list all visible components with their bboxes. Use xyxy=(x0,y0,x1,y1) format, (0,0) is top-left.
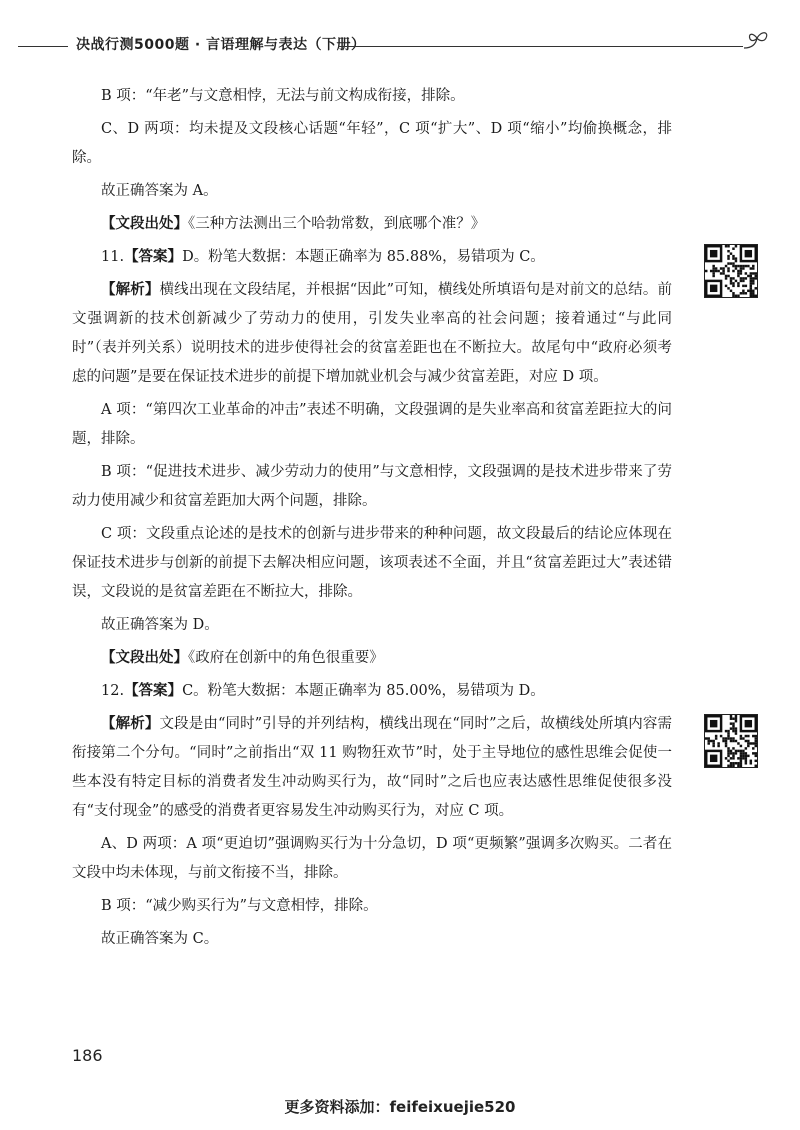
paragraph xyxy=(72,830,672,888)
paragraph-text: B 项：“促进技术进步、减少劳动力的使用”与文意相悖，文段强调的是技术进步带来了劳动力使用减少和贫富差距加大两个问题，排除。 xyxy=(72,464,672,509)
paragraph xyxy=(72,115,672,173)
paragraph xyxy=(72,396,672,454)
paragraph xyxy=(72,710,672,826)
paragraph xyxy=(72,892,672,921)
paragraph-text: 11. xyxy=(101,249,125,265)
footer-note: 更多资料添加：feifeixuejie520 xyxy=(284,1098,516,1116)
bold-label: 【答案】 xyxy=(124,249,183,265)
bold-label: 【文段出处】 xyxy=(101,650,188,666)
header-rule-left xyxy=(18,46,68,47)
paragraph-text: 横线出现在文段结尾，并根据“因此”可知，横线处所填语句是对前文的总结。前文强调新的技术创新减少了劳动力的使用，引发失业率高的社会问题；接着通过“与此同时”（表并列关系）说明技术的进步使得社会的贫富差距也在不断拉大。故尾句中“政府必须考虑的问题”是要在保证技术进步的前提下增加就业机会与减少贫富差距，对应 D 项。 xyxy=(72,282,672,385)
running-header xyxy=(18,30,778,58)
paragraph-text: 12. xyxy=(101,683,125,699)
bold-label: 【文段出处】 xyxy=(101,216,188,232)
book-title: 决战行测5000题 · 言语理解与表达（下册） xyxy=(76,37,366,53)
paragraph-text: C、D 两项：均未提及文段核心话题“年轻”，C 项“扩大”、D 项“缩小”均偷换概念，排除。 xyxy=(72,121,672,166)
answer-explanations xyxy=(72,82,672,958)
qr-code-icon[interactable] xyxy=(704,244,758,298)
paragraph-text: 《三种方法测出三个哈勃常数，到底哪个准？》 xyxy=(188,216,486,232)
paragraph xyxy=(72,243,672,272)
qr-code-icon[interactable] xyxy=(704,714,758,768)
paragraph xyxy=(72,644,672,673)
paragraph-text: 故正确答案为 D。 xyxy=(101,617,219,633)
paragraph-text: A、D 两项：A 项“更迫切”强调购买行为十分急切，D 项“更频繁”强调多次购买。二者在文段中均未体现，与前文衔接不当，排除。 xyxy=(72,836,672,881)
paragraph xyxy=(72,925,672,954)
paragraph-text: 文段是由“同时”引导的并列结构，横线出现在“同时”之后，故横线处所填内容需衔接第二个分句。“同时”之前指出“双 11 购物狂欢节”时，处于主导地位的感性思维会促使一些本没有特定目标的消费者发生冲动购买行为，故“同时”之后也应表达感性思维促使很多没有“支付现金”的感受的消费者更容易发生冲动购买行为，对应 C 项。 xyxy=(72,716,672,819)
paragraph xyxy=(72,210,672,239)
paragraph-text: 故正确答案为 A。 xyxy=(101,183,218,199)
paragraph-text: A 项：“第四次工业革命的冲击”表述不明确，文段强调的是失业率高和贫富差距拉大的问题，排除。 xyxy=(72,402,672,447)
bold-label: 【答案】 xyxy=(124,683,183,699)
paragraph-text: B 项：“减少购买行为”与文意相悖，排除。 xyxy=(101,898,378,914)
paragraph xyxy=(72,276,672,392)
paragraph xyxy=(72,520,672,607)
paragraph xyxy=(72,82,672,111)
bold-label: 【解析】 xyxy=(101,716,160,732)
paragraph-text: C 项：文段重点论述的是技术的创新与进步带来的种种问题，故文段最后的结论应体现在保证技术进步与创新的前提下去解决相应问题，该项表述不全面，并且“贫富差距过大”表述错误，文段说的是贫富差距在不断拉大，排除。 xyxy=(72,526,672,600)
bold-label: 【解析】 xyxy=(101,282,160,298)
page-number: 186 xyxy=(72,1046,103,1065)
paragraph-text: 《政府在创新中的角色很重要》 xyxy=(188,650,384,666)
header-rule-right xyxy=(338,46,743,47)
paragraph xyxy=(72,611,672,640)
paragraph-text: C。粉笔大数据：本题正确率为 85.00%，易错项为 D。 xyxy=(182,683,545,699)
paragraph xyxy=(72,458,672,516)
leaf-icon xyxy=(742,28,772,54)
paragraph xyxy=(72,677,672,706)
paragraph xyxy=(72,177,672,206)
paragraph-text: D。粉笔大数据：本题正确率为 85.88%，易错项为 C。 xyxy=(182,249,545,265)
paragraph-text: 故正确答案为 C。 xyxy=(101,931,219,947)
paragraph-text: B 项：“年老”与文意相悖，无法与前文构成衔接，排除。 xyxy=(101,88,465,104)
